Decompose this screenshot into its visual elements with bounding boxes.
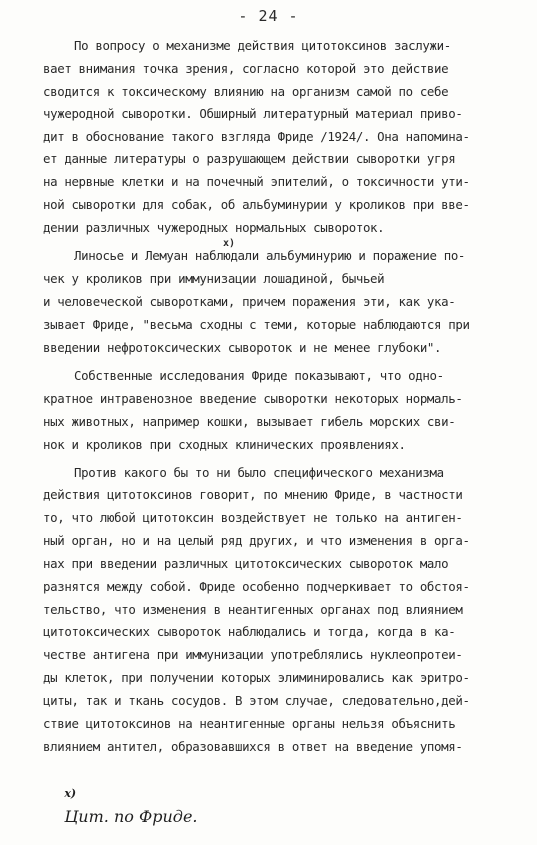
text-line: Линосье и Лемуан наблюдали альбуминурию и поражение по- [74, 248, 466, 263]
text-line: тельство, что изменения в неантигенных органах под влиянием [43, 602, 463, 617]
text-line: нах при введении различных цитотоксических сывороток мало [43, 556, 449, 571]
footnote [44, 768, 504, 845]
text-line: на нервные клетки и на почечный эпителий, о токсичности ути- [43, 174, 470, 189]
text-line: влиянием антител, образовавшихся в ответ на введение упомя- [43, 739, 463, 754]
text-line: действия цитотоксинов говорит, по мнению Фриде, в частности [43, 487, 463, 502]
text-line: честве антигена при иммунизации употреблялись нуклеопротеи- [43, 647, 463, 662]
text-line: кратное интравенозное введение сыворотки некоторых нормаль- [43, 391, 463, 406]
page-number: - 24 - [238, 7, 299, 25]
text-line: зывает Фриде, "весьма сходны с теми, которые наблюдаются при [43, 317, 470, 332]
text-line: ной сыворотки для собак, об альбуминурии у кроликов при вве- [43, 197, 470, 212]
footnote-text: Цит. по Фриде. [64, 807, 198, 827]
text-line: то, что любой цитотоксин воздействует не только на антиген- [43, 510, 463, 525]
text-line: По вопросу о механизме действия цитотоксинов заслужи- [74, 38, 451, 53]
text-line: цитотоксических сывороток наблюдались и тогда, когда в ка- [43, 624, 456, 639]
text-line: ных животных, например кошки, вызывает гибель морских сви- [43, 414, 456, 429]
text-line: сводится к токсическому влиянию на организм самой по себе [43, 84, 449, 99]
text-line: Против какого бы то ни было специфического механизма [74, 465, 444, 480]
text-line: чужеродной сыворотки. Обширный литературный материал приво- [43, 106, 463, 121]
footnote-marker: x) [64, 787, 77, 800]
text-line: дит в обоснование такого взгляда Фриде /1924/. Она напомина- [43, 129, 470, 144]
text-line: вает внимания точка зрения, согласно которой это действие [43, 61, 449, 76]
footnote-reference: x) [223, 238, 236, 249]
text-line: Собственные исследования Фриде показывают, что одно- [74, 368, 444, 383]
text-line: ный орган, но и на целый ряд других, и что изменения в орга- [43, 533, 470, 548]
text-line: разнятся между собой. Фриде особенно подчеркивает то обстоя- [43, 579, 470, 594]
text-line: ствие цитотоксинов на неантигенные органы нельзя объяснить [43, 716, 456, 731]
text-line: введении нефротоксических сывороток и не менее глубоки". [43, 340, 442, 355]
text-line: ет данные литературы о разрушающем действии сыворотки угря [43, 151, 456, 166]
text-line: чек у кроликов при иммунизации лошадиной, бычьей [43, 271, 385, 286]
text-line: дении различных чужеродных нормальных сывороток. [43, 220, 385, 235]
text-line: нок и кроликов при сходных клинических проявлениях. [43, 437, 406, 452]
text-line: циты, так и ткань сосудов. В этом случае, следовательно,дей- [43, 693, 470, 708]
text-line: ды клеток, при получении которых элиминировались как эритро- [43, 670, 470, 685]
text-line: и человеческой сыворотками, причем поражения эти, как ука- [43, 294, 456, 309]
